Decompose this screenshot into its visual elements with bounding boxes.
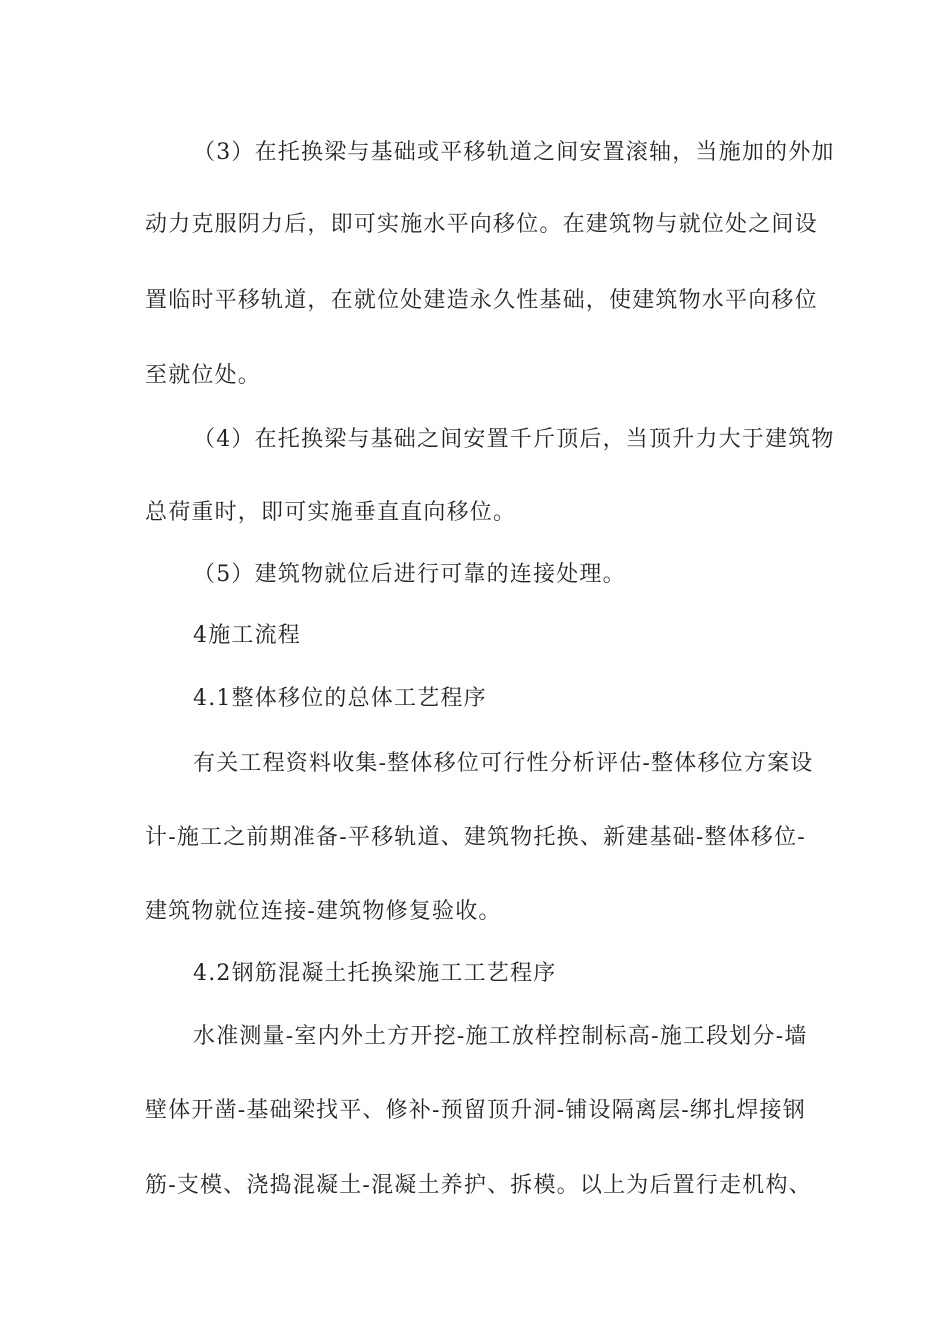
process-4-1-line-2: 计-施工之前期准备-平移轨道、建筑物托换、新建基础-整体移位- — [145, 825, 806, 850]
paragraph-5-line-1: （5）建筑物就位后进行可靠的连接处理。 — [193, 562, 626, 587]
section-heading-4: 4施工流程 — [193, 623, 301, 648]
section-heading-4-2: 4.2钢筋混凝土托换梁施工工艺程序 — [193, 961, 557, 986]
section-heading-4-1: 4.1整体移位的总体工艺程序 — [193, 686, 487, 711]
process-4-2-line-2: 壁体开凿-基础梁找平、修补-预留顶升洞-铺设隔离层-绑扎焊接钢 — [145, 1098, 806, 1123]
paragraph-3-line-1: （3）在托换梁与基础或平移轨道之间安置滚轴，当施加的外加 — [193, 140, 835, 165]
paragraph-4-line-1: （4）在托换梁与基础之间安置千斤顶后，当顶升力大于建筑物 — [193, 427, 835, 452]
process-4-1-line-1: 有关工程资料收集-整体移位可行性分析评估-整体移位方案设 — [193, 751, 814, 776]
paragraph-3-line-3: 置临时平移轨道，在就位处建造永久性基础，使建筑物水平向移位 — [145, 288, 818, 313]
process-4-2-line-3: 筋-支模、浇捣混凝土-混凝土养护、拆模。以上为后置行走机构、 — [145, 1173, 812, 1198]
paragraph-3-line-4: 至就位处。 — [145, 363, 262, 388]
paragraph-4-line-2: 总荷重时，即可实施垂直直向移位。 — [145, 500, 517, 525]
process-4-2-line-1: 水准测量-室内外土方开挖-施工放样控制标高-施工段划分-墙 — [193, 1024, 808, 1049]
paragraph-3-line-2: 动力克服阴力后，即可实施水平向移位。在建筑物与就位处之间设 — [145, 212, 818, 237]
process-4-1-line-3: 建筑物就位连接-建筑物修复验收。 — [145, 899, 502, 924]
